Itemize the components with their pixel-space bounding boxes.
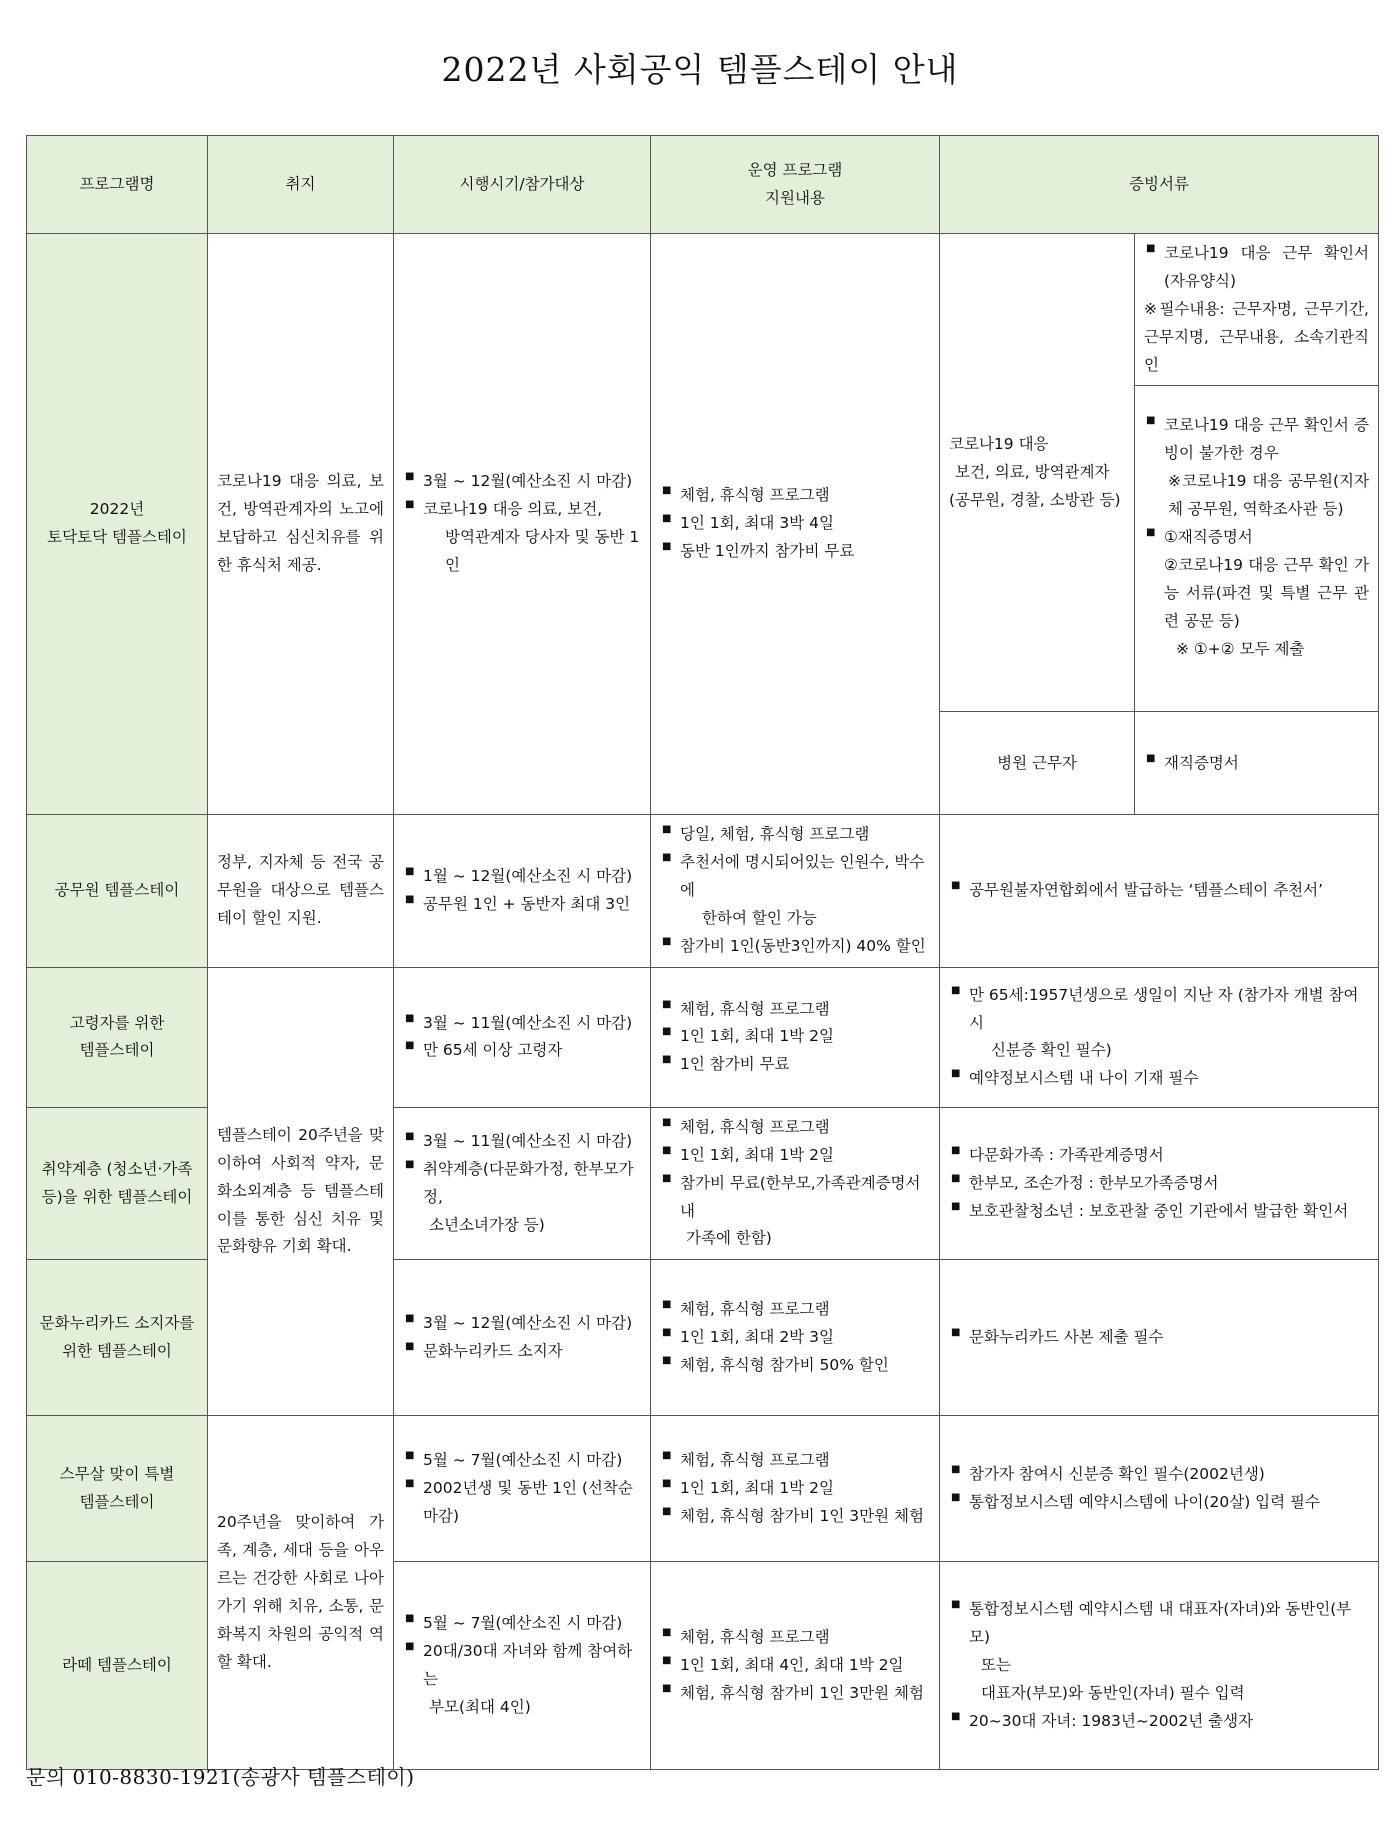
operation-culture-card: [651, 1260, 940, 1416]
target-line: (공무원, 경찰, 소방관 등): [949, 490, 1121, 509]
list-item: [403, 1475, 641, 1531]
list-item: ■ 통합정보시스템 예약시스템에 나이(20살) 입력 필수: [949, 1489, 1369, 1517]
list-item: ■ 1인 1회, 최대 3박 4일: [660, 510, 930, 538]
list-item-text: 부모(최대 4인): [429, 1697, 531, 1716]
target-line: 보건, 의료, 방역관계자: [955, 462, 1110, 481]
program-name-line: 스무살 맞이 특별: [59, 1464, 175, 1483]
list-item: ■ 체험, 휴식형 프로그램: [660, 482, 930, 510]
header-program: 프로그램명: [27, 136, 208, 234]
list-item: ■ 1인 1회, 최대 1박 2일: [660, 1475, 930, 1503]
list-item-text: 가족에 한함): [686, 1229, 772, 1248]
program-table: [26, 135, 1379, 1770]
program-name-elderly: [27, 967, 208, 1107]
list-item-text: 한하여 할인 가능: [702, 909, 817, 928]
target-line: 코로나19 대응: [949, 434, 1049, 453]
program-name-line: 템플스테이: [79, 1492, 155, 1511]
list-item: ■ 체험, 휴식형 프로그램: [660, 1624, 930, 1652]
list-item: [403, 496, 641, 580]
list-item: ■ 3월 ~ 11월(예산소진 시 마감): [403, 1010, 641, 1038]
list-item: ■ 1인 1회, 최대 1박 2일: [660, 1142, 930, 1170]
page-title: 2022년 사회공익 템플스테이 안내: [441, 50, 959, 89]
purpose-public: 정부, 지자체 등 전국 공무원을 대상으로 템플스테이 할인 지원.: [208, 815, 394, 967]
list-item: [403, 1156, 641, 1240]
header-operation-line-2: 지원내용: [765, 188, 825, 207]
list-item-text: 참가비 무료(한부모,가족관계증명서 내: [680, 1173, 921, 1220]
list-item: ■ 체험, 휴식형 참가비 50% 할인: [660, 1352, 930, 1380]
program-name-line: 템플스테이: [79, 1041, 155, 1060]
list-item-text: ①재직증명서: [1164, 528, 1253, 547]
list-item: ■ 체험, 휴식형 프로그램: [660, 1447, 930, 1475]
list-item: ■ 코로나19 대응 근무 확인서(자유양식): [1144, 240, 1369, 296]
documents-elderly: [940, 967, 1379, 1107]
program-name-line: 문화누리카드 소지자를: [39, 1313, 195, 1332]
operation-vulnerable: [651, 1107, 940, 1259]
table-row: [27, 967, 1379, 1107]
list-item: ■ 문화누리카드 소지자: [403, 1338, 641, 1366]
program-name-line: 고령자를 위한: [69, 1013, 165, 1032]
program-name-line: 2022년: [89, 500, 145, 519]
program-name-vulnerable: [27, 1107, 208, 1259]
program-name-line: 취약계층 (청소년·가족: [41, 1159, 193, 1178]
list-item: ■ 체험, 휴식형 참가비 1인 3만원 체험: [660, 1503, 930, 1531]
documents-latte: [940, 1562, 1379, 1770]
list-item-text: 코로나19 대응 의료, 보건,: [423, 500, 603, 519]
list-item: [1144, 524, 1369, 663]
program-name-culture-card: [27, 1260, 208, 1416]
list-item: ■ 참가비 1인(동반3인까지) 40% 할인: [660, 933, 930, 961]
list-item-text: ②코로나19 대응 근무 확인 가능 서류(파견 및 특별 근무 관련 공문 등): [1164, 555, 1369, 630]
period-todak: [394, 234, 651, 815]
list-item: [660, 1170, 930, 1254]
list-item: ■ 예약정보시스템 내 나이 기재 필수: [949, 1065, 1369, 1093]
header-period: 시행시기/참가대상: [394, 136, 651, 234]
period-public: [394, 815, 651, 967]
program-name-todak: [27, 234, 208, 815]
list-item: ■ 5월 ~ 7월(예산소진 시 마감): [403, 1610, 641, 1638]
list-item: ■ 1인 1회, 최대 1박 2일: [660, 1023, 930, 1051]
list-item: ■ 공무원 1인 + 동반자 최대 3인: [403, 891, 641, 919]
doc-covid-alt: [1135, 386, 1379, 712]
table-row: [27, 234, 1379, 386]
list-item-text: 소년소녀가장 등): [429, 1215, 545, 1234]
list-item: ■ 3월 ~ 12월(예산소진 시 마감): [403, 1310, 641, 1338]
list-item: ■ 1인 참가비 무료: [660, 1051, 930, 1079]
target-hospital: 병원 근무자: [940, 712, 1135, 815]
operation-todak: [651, 234, 940, 815]
period-latte: [394, 1562, 651, 1770]
list-item: ■ 3월 ~ 12월(예산소진 시 마감): [403, 468, 641, 496]
list-item-text: ※코로나19 대응 공무원(지자체 공무원, 역학조사관 등): [1168, 472, 1369, 519]
list-item-text: 통합정보시스템 예약시스템 내 대표자(자녀)와 동반인(부모): [969, 1600, 1352, 1647]
list-item: ■ 20~30대 자녀: 1983년~2002년 출생자: [949, 1708, 1369, 1736]
operation-public: [651, 815, 940, 967]
list-item: ■ 당일, 체험, 휴식형 프로그램: [660, 821, 930, 849]
list-item: [1144, 412, 1369, 524]
list-item: ■ 체험, 휴식형 프로그램: [660, 1114, 930, 1142]
list-item: ■ 만 65세 이상 고령자: [403, 1037, 641, 1065]
operation-twenty: [651, 1416, 940, 1562]
list-item: [660, 849, 930, 933]
table-row: [27, 1416, 1379, 1562]
list-item: ■ 공무원불자연합회에서 발급하는 ‘템플스테이 추천서’: [949, 877, 1369, 905]
list-item: [949, 982, 1369, 1066]
table-header-row: [27, 136, 1379, 234]
documents-culture-card: [940, 1260, 1379, 1416]
list-item: ■ 체험, 휴식형 참가비 1인 3만원 체험: [660, 1680, 930, 1708]
list-item: ■ 문화누리카드 사본 제출 필수: [949, 1324, 1369, 1352]
list-item-text: 2002년생 및 동반 1인 (선착순: [423, 1478, 633, 1497]
documents-twenty: [940, 1416, 1379, 1562]
period-culture-card: [394, 1260, 651, 1416]
list-item: ■ 체험, 휴식형 프로그램: [660, 1296, 930, 1324]
list-item-text: 대표자(부모)와 동반인(자녀) 필수 입력: [981, 1683, 1245, 1702]
list-item: ■ 1인 1회, 최대 4인, 최대 1박 2일: [660, 1652, 930, 1680]
list-item-text: 취약계층(다문화가정, 한부모가정,: [423, 1159, 634, 1206]
list-item: ■ 동반 1인까지 참가비 무료: [660, 538, 930, 566]
program-name-line: 토닥토닥 템플스테이: [47, 528, 187, 547]
list-item: ■ 1인 1회, 최대 2박 3일: [660, 1324, 930, 1352]
doc-hospital: [1135, 712, 1379, 815]
list-item-text: 추천서에 명시되어있는 인원수, 박수에: [680, 853, 925, 900]
list-item: ■ 5월 ~ 7월(예산소진 시 마감): [403, 1447, 641, 1475]
operation-elderly: [651, 967, 940, 1107]
table-row: [27, 815, 1379, 967]
period-vulnerable: [394, 1107, 651, 1259]
target-covid-workers: [940, 234, 1135, 712]
period-elderly: [394, 967, 651, 1107]
list-item-text: 방역관계자 당사자 및 동반 1인: [445, 528, 640, 575]
documents-vulnerable: [940, 1107, 1379, 1259]
doc-note: ※필수내용: 근무자명, 근무기간, 근무지명, 근무내용, 소속기관직인: [1144, 299, 1369, 374]
list-item-text: 신분증 확인 필수): [991, 1041, 1112, 1060]
list-item: [949, 1596, 1369, 1708]
list-item-text: 마감): [423, 1506, 459, 1525]
program-name-twenty: [27, 1416, 208, 1562]
list-item: ■ 3월 ~ 11월(예산소진 시 마감): [403, 1128, 641, 1156]
period-twenty: [394, 1416, 651, 1562]
documents-public: [940, 815, 1379, 967]
purpose-todak: 코로나19 대응 의료, 보건, 방역관계자의 노고에 보답하고 심신치유를 위한 휴식처 제공.: [208, 234, 394, 815]
header-documents: 증빙서류: [940, 136, 1379, 234]
operation-latte: [651, 1562, 940, 1770]
list-item: ■ 다문화가족 : 가족관계증명서: [949, 1142, 1369, 1170]
list-item: ■ 한부모, 조손가정 : 한부모가족증명서: [949, 1170, 1369, 1198]
program-name-latte: 라떼 템플스테이: [27, 1562, 208, 1770]
list-item: ■ 1월 ~ 12월(예산소진 시 마감): [403, 863, 641, 891]
list-item: ■ 참가자 참여시 신분증 확인 필수(2002년생): [949, 1461, 1369, 1489]
doc-covid-confirm: [1135, 234, 1379, 386]
header-purpose: 취지: [208, 136, 394, 234]
list-item: ■ 보호관찰청소년 : 보호관찰 중인 기관에서 발급한 확인서: [949, 1198, 1369, 1226]
list-item: ■ 재직증명서: [1144, 750, 1369, 778]
list-item-text: 만 65세:1957년생으로 생일이 지난 자 (참가자 개별 참여 시: [969, 985, 1359, 1032]
header-operation-line-1: 운영 프로그램: [747, 160, 843, 179]
list-item-text: 또는: [981, 1655, 1011, 1674]
program-name-line: 등)을 위한 템플스테이: [41, 1187, 193, 1206]
list-item: ■ 체험, 휴식형 프로그램: [660, 996, 930, 1024]
list-item: [403, 1638, 641, 1722]
list-item-text: 코로나19 대응 근무 확인서 증빙이 불가한 경우: [1164, 416, 1369, 463]
list-item-text: 20대/30대 자녀와 함께 참여하는: [423, 1641, 633, 1688]
contact-footer: 문의 010-8830-1921(송광사 템플스테이): [26, 1765, 415, 1789]
list-item-text: ※ ①+② 모두 제출: [1176, 639, 1305, 658]
program-name-public: 공무원 템플스테이: [27, 815, 208, 967]
purpose-group-a: 템플스테이 20주년을 맞이하여 사회적 약자, 문화소외계층 등 템플스테이를 통한 심신 치유 및 문화향유 기회 확대.: [208, 967, 394, 1415]
purpose-group-b: 20주년을 맞이하여 가족, 계층, 세대 등을 아우르는 건강한 사회로 나아가기 위해 치유, 소통, 문화복지 차원의 공익적 역할 확대.: [208, 1416, 394, 1770]
program-name-line: 위한 템플스테이: [62, 1341, 172, 1360]
header-operation: [651, 136, 940, 234]
